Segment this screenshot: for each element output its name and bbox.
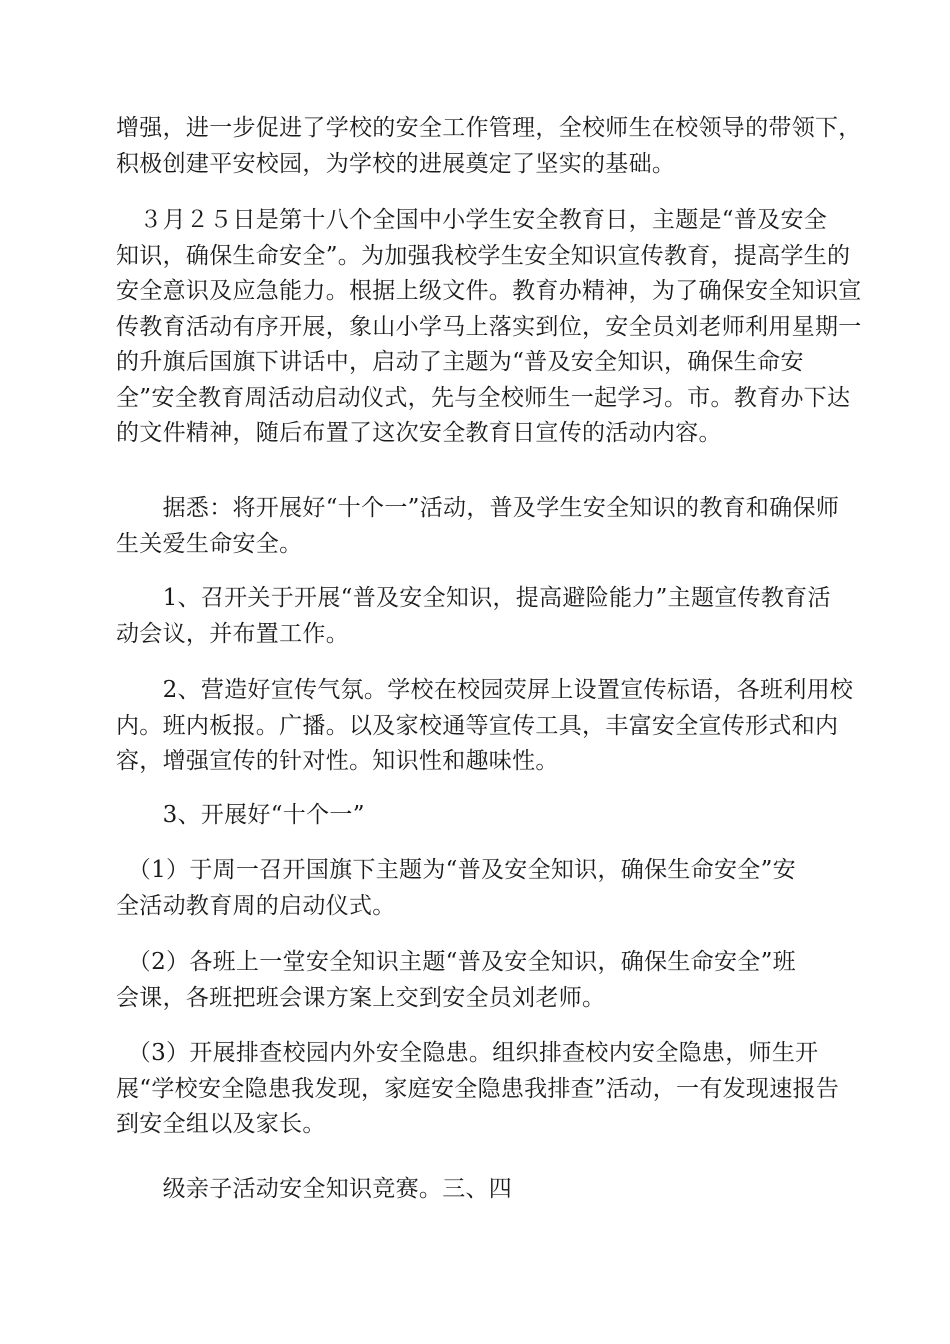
text-line: 知识，确保生命安全”。为加强我校学生安全知识宣传教育，提高学生的 [116,242,851,269]
text-line: 3、开展好“十个一” [116,802,365,828]
text-line: ３月２５日是第十八个全国中小学生安全教育日，主题是“普及安全 [116,207,828,233]
paragraph-2 [116,203,862,452]
paragraph-6 [116,798,365,834]
paragraph-5 [116,673,853,780]
text-line: 全活动教育周的启动仪式。 [116,892,396,919]
text-line: （1）于周一召开国旗下主题为“普及安全知识，确保生命安全”安 [116,857,796,883]
text-line: 1、召开关于开展“普及安全知识，提高避险能力”主题宣传教育活 [116,585,831,611]
text-line: 据悉：将开展好“十个一”活动，普及学生安全知识的教育和确保师 [116,495,840,521]
paragraph-1 [116,111,862,182]
text-line: 的文件精神，随后布置了这次安全教育日宣传的活动内容。 [116,420,722,446]
text-line: 传教育活动有序开展，象山小学马上落实到位，安全员刘老师利用星期一 [116,313,862,340]
paragraph-3 [116,491,839,562]
paragraph-9 [116,1036,839,1143]
text-line: 内。班内板报。广播。以及家校通等宣传工具，丰富安全宣传形式和内 [116,712,839,739]
paragraph-10 [116,1172,512,1208]
text-line: （2）各班上一堂安全知识主题“普及安全知识，确保生命安全”班 [116,949,796,975]
text-line: 生关爱生命安全。 [116,530,303,557]
text-line: 到安全组以及家长。 [116,1111,326,1137]
text-line: 安全意识及应急能力。根据上级文件。教育办精神，为了确保安全知识宣 [116,278,862,304]
text-line: 动会议，并布置工作。 [116,620,349,647]
text-line: 容，增强宣传的针对性。知识性和趣味性。 [116,748,559,774]
text-line: 2、营造好宣传气氛。学校在校园荧屏上设置宣传标语，各班利用校 [116,677,854,703]
text-line: 级亲子活动安全知识竞赛。三、四 [116,1176,513,1202]
text-line: （3）开展排查校园内外安全隐患。组织排查校内安全隐患，师生开 [116,1040,819,1066]
text-line: 增强，进一步促进了学校的安全工作管理，全校师生在校领导的带领下， [116,115,862,141]
paragraph-7 [116,853,796,924]
text-line: 积极创建平安校园，为学校的进展奠定了坚实的基础。 [116,150,676,177]
text-line: 的升旗后国旗下讲话中，启动了主题为“普及安全知识，确保生命安 [116,349,804,375]
text-line: 全”安全教育周活动启动仪式，先与全校师生一起学习。市。教育办下达 [116,384,851,411]
text-line: 会课，各班把班会课方案上交到安全员刘老师。 [116,984,606,1011]
paragraph-4 [116,581,831,652]
paragraph-8 [116,945,796,1016]
text-line: 展“学校安全隐患我发现，家庭安全隐患我排查”活动，一有发现速报告 [116,1075,840,1102]
